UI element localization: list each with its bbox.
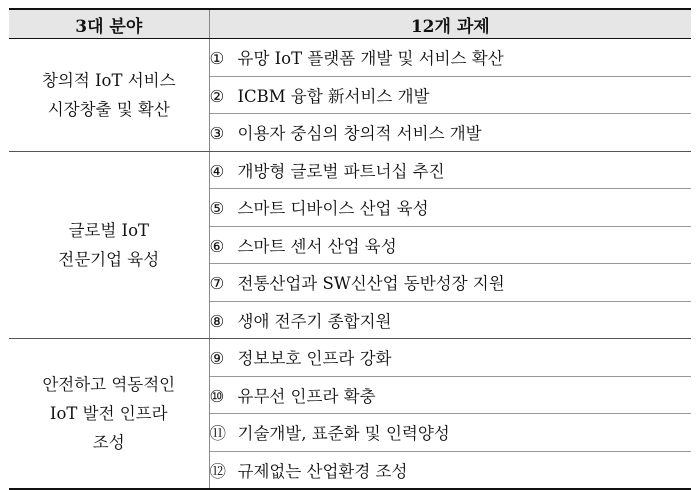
area-cell-1: [9, 39, 209, 152]
task-cell: [209, 301, 691, 339]
area-line: 창의적 IoT 서비스: [41, 70, 176, 90]
task-text: 기술개발, 표준화 및 인력양성: [237, 424, 450, 444]
task-text: 스마트 디바이스 산업 육성: [237, 199, 429, 219]
task-text: 유무선 인프라 확충: [237, 386, 376, 406]
task-text: 개방형 글로벌 파트너십 추진: [237, 161, 445, 181]
task-cell: [209, 264, 691, 302]
task-number: ①: [209, 49, 225, 69]
table-row: [9, 39, 691, 77]
area-line: 시장창출 및 확산: [47, 99, 170, 119]
area-line: 안전하고 역동적인: [42, 375, 176, 394]
area-line: 전문기업 육성: [58, 249, 160, 269]
strategy-table: [9, 8, 691, 490]
header-area: 3대 분야: [9, 9, 209, 39]
table-row: [9, 339, 691, 377]
header-tasks: 12개 과제: [209, 9, 691, 39]
task-number: ⑥: [209, 236, 225, 256]
task-cell: [209, 226, 691, 264]
task-text: 정보보호 인프라 강화: [237, 349, 392, 369]
task-cell: [209, 451, 691, 489]
task-cell: [209, 376, 691, 414]
area-line: 조성: [92, 433, 125, 452]
task-number: ⑤: [209, 199, 225, 219]
task-number: ⑪: [209, 424, 226, 444]
task-cell: [209, 39, 691, 77]
task-number: ⑩: [209, 386, 225, 406]
task-number: ②: [209, 86, 225, 106]
task-text: 이용자 중심의 창의적 서비스 개발: [237, 124, 482, 144]
task-number: ③: [209, 124, 225, 144]
task-number: ⑧: [209, 311, 225, 331]
area-cell-3: [9, 339, 209, 490]
task-cell: [209, 76, 691, 114]
task-text: 규제없는 산업환경 조성: [237, 461, 408, 481]
task-text: ICBM 융합 新서비스 개발: [237, 86, 430, 106]
task-text: 스마트 센서 산업 육성: [237, 236, 397, 256]
header-row: [9, 9, 691, 39]
task-cell: [209, 151, 691, 189]
table-row: [9, 151, 691, 189]
task-number: ⑦: [209, 274, 225, 294]
task-cell: [209, 114, 691, 152]
task-cell: [209, 189, 691, 227]
task-number: ④: [209, 161, 225, 181]
task-text: 생애 전주기 종합지원: [237, 311, 392, 331]
task-number: ⑨: [209, 349, 225, 369]
area-cell-2: [9, 151, 209, 339]
area-line: 글로벌 IoT: [68, 220, 150, 240]
task-number: ⑫: [209, 461, 226, 481]
area-line: IoT 발전 인프라: [49, 404, 168, 423]
task-cell: [209, 339, 691, 377]
task-text: 전통산업과 SW신산업 동반성장 지원: [237, 274, 505, 294]
task-cell: [209, 414, 691, 452]
task-text: 유망 IoT 플랫폼 개발 및 서비스 확산: [237, 49, 504, 69]
